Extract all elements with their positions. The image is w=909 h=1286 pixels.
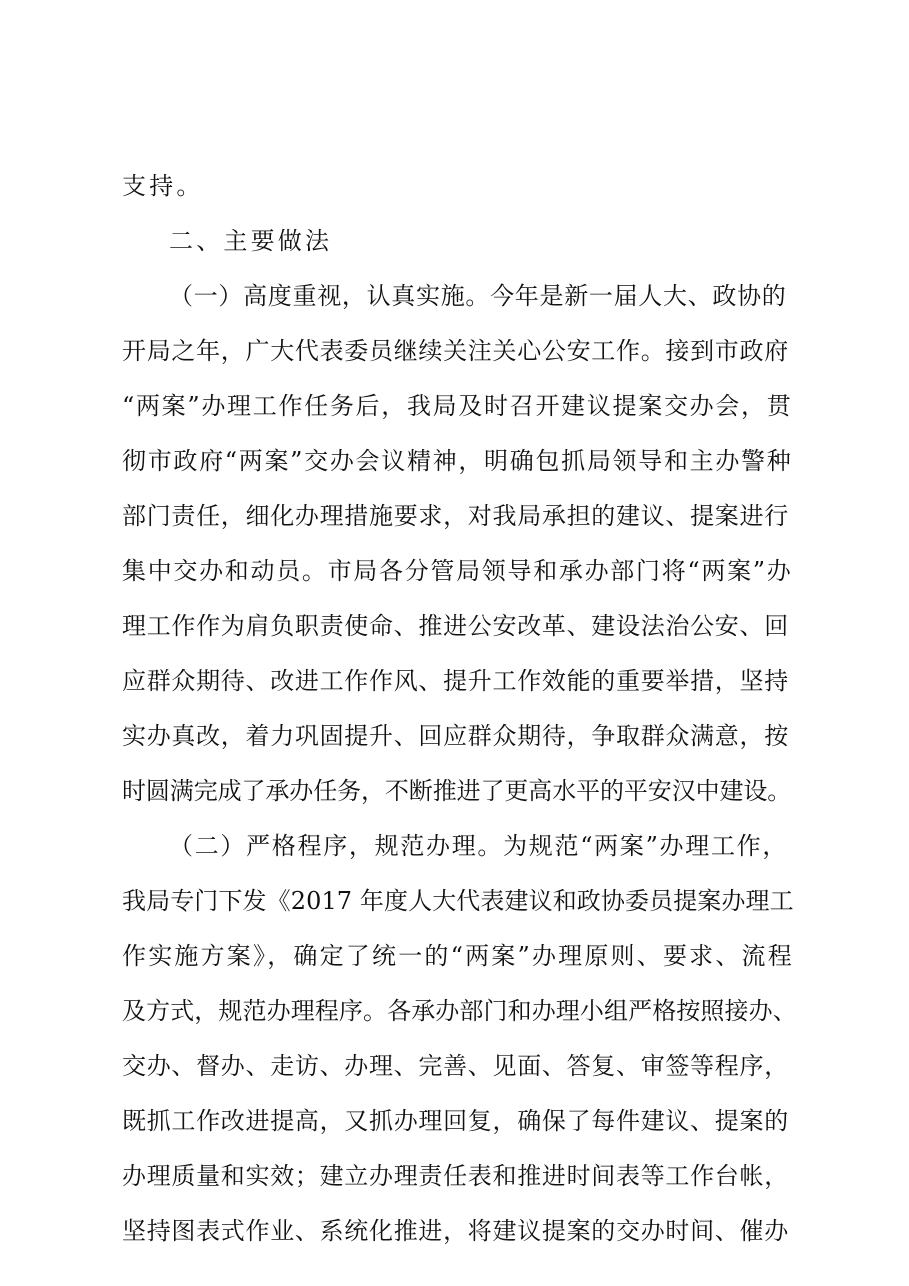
section-heading: 二、主要做法	[169, 227, 333, 255]
paragraph-line: 我局专门下发《2017 年度人大代表建议和政协委员提案办理工	[122, 887, 794, 915]
subsection-heading-line: （一）高度重视，认真实施。今年是新一届人大、政协的	[169, 282, 787, 310]
paragraph-line: 坚持图表式作业、系统化推进，将建议提案的交办时间、催办	[122, 1217, 789, 1245]
paragraph-line: 开局之年，广大代表委员继续关注关心公安工作。接到市政府	[122, 337, 789, 365]
paragraph-line: 时圆满完成了承办任务，不断推进了更高水平的平安汉中建设。	[122, 777, 792, 805]
paragraph-line: 既抓工作改进提高，又抓办理回复，确保了每件建议、提案的	[122, 1107, 789, 1135]
paragraph-line: 交办、督办、走访、办理、完善、见面、答复、审签等程序，	[122, 1052, 789, 1080]
paragraph-line: 理工作作为肩负职责使命、推进公安改革、建设法治公安、回	[122, 612, 789, 640]
paragraph-line: 彻市政府“两案”交办会议精神，明确包抓局领导和主办警种	[122, 447, 793, 475]
subsection-heading-line: （二）严格程序，规范办理。为规范“两案”办理工作，	[169, 832, 789, 860]
paragraph-line: 集中交办和动员。市局各分管局领导和承办部门将“两案”办	[122, 557, 793, 585]
document-body	[122, 159, 798, 1259]
paragraph-line: “两案”办理工作任务后，我局及时召开建议提案交办会，贯	[122, 392, 793, 420]
paragraph-line: 办理质量和实效；建立办理责任表和推进时间表等工作台帐，	[122, 1162, 789, 1190]
paragraph-line: 应群众期待、改进工作作风、提升工作效能的重要举措，坚持	[122, 667, 789, 695]
paragraph-line: 及方式，规范办理程序。各承办部门和办理小组严格按照接办、	[122, 997, 797, 1025]
paragraph-line: 实办真改，着力巩固提升、回应群众期待，争取群众满意，按	[122, 722, 789, 750]
paragraph-line: 支持。	[122, 172, 204, 200]
paragraph-line: 作实施方案》，确定了统一的“两案”办理原则、要求、流程	[122, 942, 794, 970]
paragraph-line: 部门责任，细化办理措施要求，对我局承担的建议、提案进行	[122, 502, 789, 530]
